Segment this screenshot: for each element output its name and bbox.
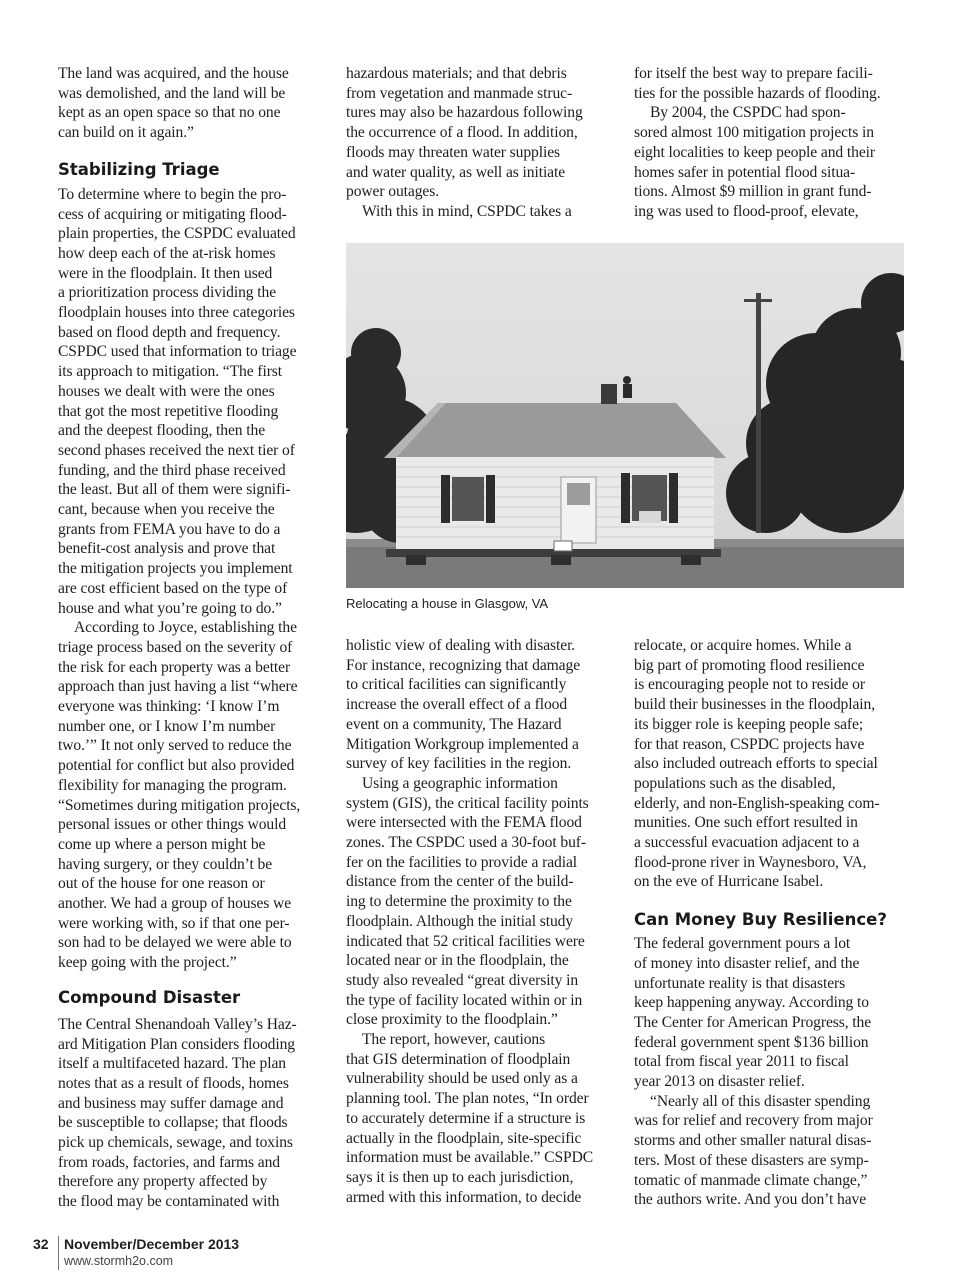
text-line: a prioritization process dividing the bbox=[58, 284, 277, 302]
issue-date: November/December 2013 bbox=[64, 1236, 240, 1252]
text-line: number one, or I know I’m number bbox=[58, 717, 276, 735]
text-line: benefit-cost analysis and prove that bbox=[58, 540, 276, 558]
text-line: potential for conflict but also provided bbox=[58, 757, 295, 775]
text-line: CSPDC used that information to triage bbox=[58, 343, 297, 361]
text-line: unfortunate reality is that disasters bbox=[634, 974, 846, 992]
text-line: cant, because when you receive the bbox=[58, 501, 275, 518]
text-line: was for relief and recovery from major bbox=[634, 1112, 873, 1130]
text-line: close proximity to the floodplain.” bbox=[346, 1011, 558, 1029]
text-line: the flood may be contaminated with bbox=[58, 1193, 280, 1211]
text-line: information must be available.” CSPDC bbox=[346, 1149, 594, 1167]
text-line: triage process based on the severity of bbox=[58, 638, 293, 656]
text-line: cess of acquiring or mitigating flood- bbox=[58, 205, 287, 223]
text-line: plain properties, the CSPDC evaluated bbox=[58, 225, 296, 243]
text-line: to accurately determine if a structure is bbox=[346, 1109, 586, 1127]
text-line: ing was used to flood-proof, elevate, bbox=[634, 202, 859, 220]
text-line: To determine where to begin the pro- bbox=[58, 185, 287, 203]
text-line: says it is then up to each jurisdiction, bbox=[346, 1168, 574, 1186]
text-line: relocate, or acquire homes. While a bbox=[634, 637, 852, 654]
text-line: event on a community, The Hazard bbox=[346, 715, 562, 733]
text-line: build their businesses in the floodplain, bbox=[634, 696, 876, 714]
text-line: The Center for American Progress, the bbox=[634, 1013, 872, 1031]
text-line: zones. The CSPDC used a 30-foot buf- bbox=[346, 834, 586, 851]
text-line: ters. Most of these disasters are symp- bbox=[634, 1151, 869, 1169]
text-line: With this in mind, CSPDC takes a bbox=[362, 202, 572, 220]
text-line: that got the most repetitive flooding bbox=[58, 402, 279, 420]
text-line: The land was acquired, and the house bbox=[58, 65, 289, 82]
text-line: total from fiscal year 2011 to fiscal bbox=[634, 1053, 849, 1071]
text-line: located near or in the floodplain, the bbox=[346, 952, 569, 970]
text-line: how deep each of the at-risk homes bbox=[58, 244, 276, 262]
text-line: the authors write. And you don’t have bbox=[634, 1191, 867, 1209]
text-line: floodplain houses into three categories bbox=[58, 304, 295, 321]
text-line: the risk for each property was a better bbox=[58, 658, 291, 676]
text-line: from roads, factories, and farms and bbox=[58, 1153, 280, 1171]
text-line: can build on it again.” bbox=[58, 124, 194, 142]
text-line: son had to be delayed we were able to bbox=[58, 934, 292, 952]
text-line: tions. Almost $9 million in grant fund- bbox=[634, 183, 872, 201]
text-line: the least. But all of them were signifi- bbox=[58, 481, 291, 499]
text-line: Using a geographic information bbox=[362, 774, 558, 792]
text-line: be susceptible to collapse; that floods bbox=[58, 1114, 288, 1132]
text-line: increase the overall effect of a flood bbox=[346, 696, 568, 714]
text-line: keep going with the project.” bbox=[58, 954, 237, 972]
text-line: that GIS determination of floodplain bbox=[346, 1050, 571, 1068]
text-line: eight localities to keep people and their bbox=[634, 143, 875, 161]
text-line: By 2004, the CSPDC had spon- bbox=[650, 104, 846, 122]
text-line: tomatic of manmade climate change,” bbox=[634, 1171, 868, 1189]
text-line: its bigger role is keeping people safe; bbox=[634, 715, 864, 733]
text-line: house and what you’re going to do.” bbox=[58, 599, 282, 617]
text-line: For instance, recognizing that damage bbox=[346, 656, 581, 674]
text-line: for that reason, CSPDC projects have bbox=[634, 735, 865, 753]
text-line: flood-prone river in Waynesboro, VA, bbox=[634, 853, 867, 871]
text-line: hazardous materials; and that debris bbox=[346, 65, 567, 82]
text-line: funding, and the third phase received bbox=[58, 461, 286, 479]
text-line: ard Mitigation Plan considers flooding bbox=[58, 1035, 296, 1053]
text-line: The report, however, cautions bbox=[362, 1031, 546, 1048]
text-line: having surgery, or they couldn’t be bbox=[58, 855, 273, 873]
text-line: the mitigation projects you implement bbox=[58, 560, 293, 578]
text-line: were intersected with the FEMA flood bbox=[346, 814, 582, 832]
text-line: pick up chemicals, sewage, and toxins bbox=[58, 1134, 293, 1151]
text-line: holistic view of dealing with disaster. bbox=[346, 637, 576, 654]
text-line: and the deepest flooding, then the bbox=[58, 422, 266, 440]
text-line: is encouraging people not to reside or bbox=[634, 676, 865, 694]
text-line: survey of key facilities in the region. bbox=[346, 755, 572, 773]
footer-divider bbox=[58, 1236, 59, 1270]
text-line: flexibility for managing the program. bbox=[58, 776, 287, 794]
text-line: two.’” It not only served to reduce the bbox=[58, 737, 292, 755]
text-line: “Nearly all of this disaster spending bbox=[650, 1092, 871, 1110]
text-line: notes that as a result of floods, homes bbox=[58, 1074, 289, 1092]
text-line: grants from FEMA you have to do a bbox=[58, 520, 281, 538]
text-line: second phases received the next tier of bbox=[58, 441, 295, 459]
text-line: were working with, so if that one per- bbox=[58, 914, 290, 932]
text-line: Mitigation Workgroup implemented a bbox=[346, 735, 579, 753]
text-line: its approach to mitigation. “The first bbox=[58, 363, 282, 381]
text-line: The Central Shenandoah Valley’s Haz- bbox=[58, 1015, 297, 1033]
text-line: populations such as the disabled, bbox=[634, 774, 836, 792]
text-line: armed with this information, to decide bbox=[346, 1188, 582, 1206]
text-line: itself a multifaceted hazard. The plan bbox=[58, 1055, 286, 1073]
text-line: The federal government pours a lot bbox=[634, 935, 851, 953]
photo-caption: Relocating a house in Glasgow, VA bbox=[346, 596, 549, 611]
text-line: vulnerability should be used only as a bbox=[346, 1070, 578, 1088]
site-url[interactable]: www.stormh2o.com bbox=[64, 1254, 174, 1268]
text-line: floods may threaten water supplies bbox=[346, 143, 560, 161]
text-line: homes safer in potential flood situa- bbox=[634, 163, 856, 181]
text-line: tures may also be hazardous following bbox=[346, 104, 583, 122]
text-line: According to Joyce, establishing the bbox=[74, 619, 297, 637]
text-line: floodplain. Although the initial study bbox=[346, 912, 574, 930]
text-line: federal government spent $136 billion bbox=[634, 1033, 869, 1051]
text-line: for itself the best way to prepare facili- bbox=[634, 65, 873, 82]
text-line: out of the house for one reason or bbox=[58, 875, 265, 893]
text-line: come up where a person might be bbox=[58, 835, 266, 853]
text-line: system (GIS), the critical facility points bbox=[346, 794, 589, 812]
heading-compound-disaster: Compound Disaster bbox=[58, 988, 241, 1007]
text-line: of money into disaster relief, and the bbox=[634, 954, 860, 972]
text-line: munities. One such effort resulted in bbox=[634, 814, 858, 832]
text-line: to critical facilities can significantly bbox=[346, 676, 567, 694]
text-line: therefore any property affected by bbox=[58, 1173, 268, 1191]
text-line: based on flood depth and frequency. bbox=[58, 323, 281, 341]
text-line: sored almost 100 mitigation projects in bbox=[634, 124, 874, 142]
text-line: ing to determine the proximity to the bbox=[346, 893, 572, 911]
text-line: are cost efficient based on the type of bbox=[58, 579, 288, 597]
text-line: everyone was thinking: ‘I know I’m bbox=[58, 698, 280, 715]
text-line: the type of facility located within or in bbox=[346, 991, 583, 1009]
text-line: houses we dealt with were the ones bbox=[58, 382, 275, 400]
text-line: “Sometimes during mitigation projects, bbox=[58, 796, 301, 814]
text-line: study also revealed “great diversity in bbox=[346, 971, 579, 989]
text-line: year 2013 on disaster relief. bbox=[634, 1073, 805, 1090]
house-photo bbox=[346, 243, 904, 588]
heading-stabilizing-triage: Stabilizing Triage bbox=[58, 160, 220, 179]
text-line: power outages. bbox=[346, 183, 440, 201]
text-line: the occurrence of a flood. In addition, bbox=[346, 124, 578, 142]
text-line: were in the floodplain. It then used bbox=[58, 264, 273, 282]
text-line: ties for the possible hazards of flooding. bbox=[634, 84, 881, 102]
text-line: approach than just having a list “where bbox=[58, 678, 298, 696]
text-line: also included outreach efforts to special bbox=[634, 755, 878, 773]
heading-money-resilience: Can Money Buy Resilience? bbox=[634, 910, 887, 929]
text-line: fer on the facilities to provide a radial bbox=[346, 853, 578, 871]
page-number: 32 bbox=[33, 1236, 49, 1252]
text-line: planning tool. The plan notes, “In order bbox=[346, 1090, 589, 1108]
text-line: and water quality, as well as initiate bbox=[346, 163, 566, 181]
text-line: a successful evacuation adjacent to a bbox=[634, 834, 860, 851]
text-line: on the eve of Hurricane Isabel. bbox=[634, 873, 824, 891]
text-line: keep happening anyway. According to bbox=[634, 994, 869, 1012]
text-line: was demolished, and the land will be bbox=[58, 84, 286, 102]
text-line: another. We had a group of houses we bbox=[58, 895, 292, 912]
text-line: big part of promoting flood resilience bbox=[634, 656, 865, 674]
text-line: kept as an open space so that no one bbox=[58, 104, 281, 122]
text-line: distance from the center of the build- bbox=[346, 873, 574, 891]
text-line: personal issues or other things would bbox=[58, 816, 287, 834]
text-line: from vegetation and manmade struc- bbox=[346, 84, 573, 102]
text-line: elderly, and non-English-speaking com- bbox=[634, 794, 880, 812]
text-line: indicated that 52 critical facilities were bbox=[346, 932, 585, 950]
text-line: storms and other smaller natural disas- bbox=[634, 1132, 872, 1150]
text-line: actually in the floodplain, site-specific bbox=[346, 1129, 582, 1147]
text-line: and business may suffer damage and bbox=[58, 1094, 284, 1112]
